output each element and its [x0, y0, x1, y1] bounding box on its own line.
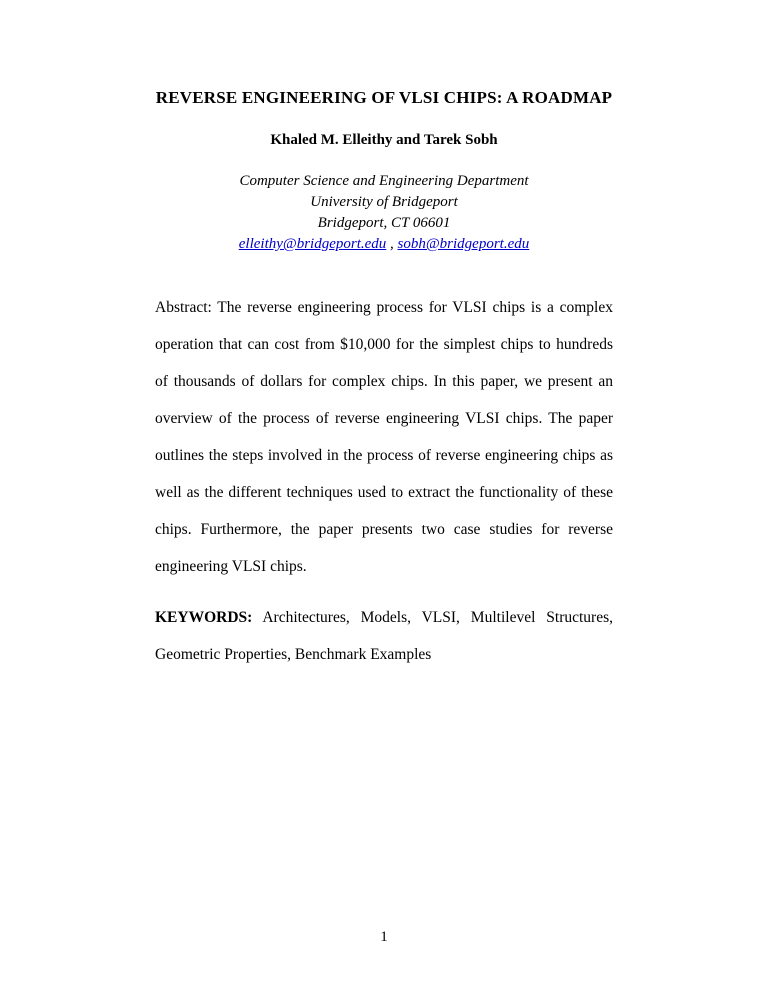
email-link-elleithy[interactable]: elleithy@bridgeport.edu: [238, 236, 387, 252]
page-content: [155, 88, 613, 673]
keywords-text: Architectures, Models, VLSI, Multilevel Structures, Geometric Properties, Benchmark Examples: [155, 609, 613, 663]
affiliation-department: Computer Science and Engineering Department: [239, 173, 529, 189]
keywords-label: KEYWORDS:: [155, 609, 253, 626]
emails-line: [155, 234, 613, 255]
email-separator: ,: [386, 236, 398, 252]
page-number: 1: [380, 929, 388, 945]
keywords-paragraph: [155, 599, 613, 673]
authors-line: Khaled M. Elleithy and Tarek Sobh: [270, 132, 498, 148]
abstract-paragraph: Abstract: The reverse engineering process for VLSI chips is a complex operation that can cost from $10,000 for the simplest chips to hundreds of thousands of dollars for complex chips. In this paper, we present an overview of the process of reverse engineering VLSI chips. The paper outlines the steps involved in the process of reverse engineering chips as well as the different techniques used to extract the functionality of these chips. Furthermore, the paper presents two case studies for reverse engineering VLSI chips.: [155, 299, 613, 575]
affiliation-address: Bridgeport, CT 06601: [317, 215, 451, 231]
affiliation-block: [155, 171, 613, 255]
affiliation-university: University of Bridgeport: [310, 194, 458, 210]
email-link-sobh[interactable]: sobh@bridgeport.edu: [397, 236, 530, 252]
paper-title: REVERSE ENGINEERING OF VLSI CHIPS: A ROADMAP: [155, 88, 613, 107]
